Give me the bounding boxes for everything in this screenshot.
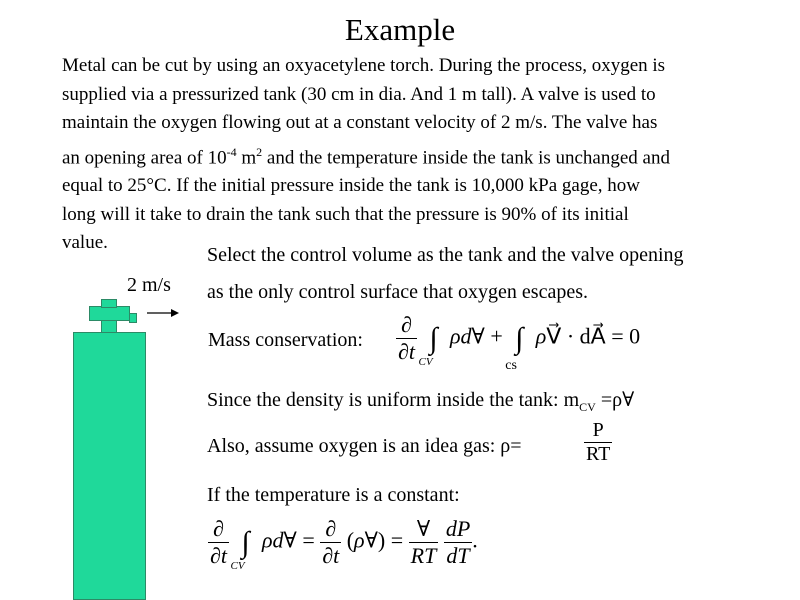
problem-text: m (236, 146, 257, 168)
valve-nozzle (129, 313, 137, 323)
mass-label: Mass conservation: (208, 329, 363, 351)
density-equation: =ρ∀ (595, 389, 635, 411)
slide-title: Example (344, 12, 456, 47)
problem-statement (62, 52, 782, 258)
fraction-numerator: P (584, 419, 612, 443)
problem-line: long will it take to drain the tank such that the pressure is 90% of its initial (62, 203, 629, 225)
problem-line: Metal can be cut by using an oxyacetylene torch. During the process, oxygen is (62, 55, 666, 76)
problem-line: value. (62, 232, 108, 254)
tank-neck (101, 320, 117, 333)
subscript: CV (579, 400, 596, 414)
cv-description: Select the control volume as the tank and the valve opening (207, 244, 684, 266)
problem-text: an opening area of 10 (62, 146, 227, 168)
density-statement (207, 387, 634, 415)
ideal-gas-fraction (584, 419, 612, 466)
problem-line: maintain the oxygen flowing out at a constant velocity of 2 m/s. The valve has (62, 112, 658, 133)
final-equation: $\frac{\partial}{\partial t}$ ∫ CV ρd∀ = $\frac{\partial}{\partial t}$ (ρ∀) = $\frac{\forall}{RT}$ $\frac{dP}{dT}$ . (210, 516, 478, 572)
temperature-statement: If the temperature is a constant: (207, 484, 460, 506)
ideal-gas-statement: Also, assume oxygen is an idea gas: ρ= (207, 435, 522, 457)
problem-text: and the temperature inside the tank is unchanged and (262, 146, 670, 168)
mass-conservation-equation: $\frac{\partial}{\partial t}$ ∫ CV ρd∀ + ∫ cs ρV⃗ · dA⃗ = 0 (398, 312, 641, 373)
problem-line (62, 138, 782, 173)
oxygen-tank (73, 332, 146, 600)
tank-valve (89, 306, 130, 321)
cv-description: as the only control surface that oxygen escapes. (207, 281, 588, 303)
exponent: -4 (226, 144, 237, 159)
flow-arrow-icon (146, 306, 180, 320)
valve-knob (101, 299, 117, 308)
velocity-label: 2 m/s (127, 274, 171, 296)
problem-line: equal to 25°C. If the initial pressure inside the tank is 10,000 kPa gage, how (62, 175, 641, 197)
fraction-denominator: RT (586, 443, 611, 465)
density-text: Since the density is uniform inside the tank: m (207, 389, 580, 411)
problem-line: supplied via a pressurized tank (30 cm in dia. And 1 m tall). A valve is used to (62, 83, 656, 105)
exponent: 2 (256, 144, 263, 159)
